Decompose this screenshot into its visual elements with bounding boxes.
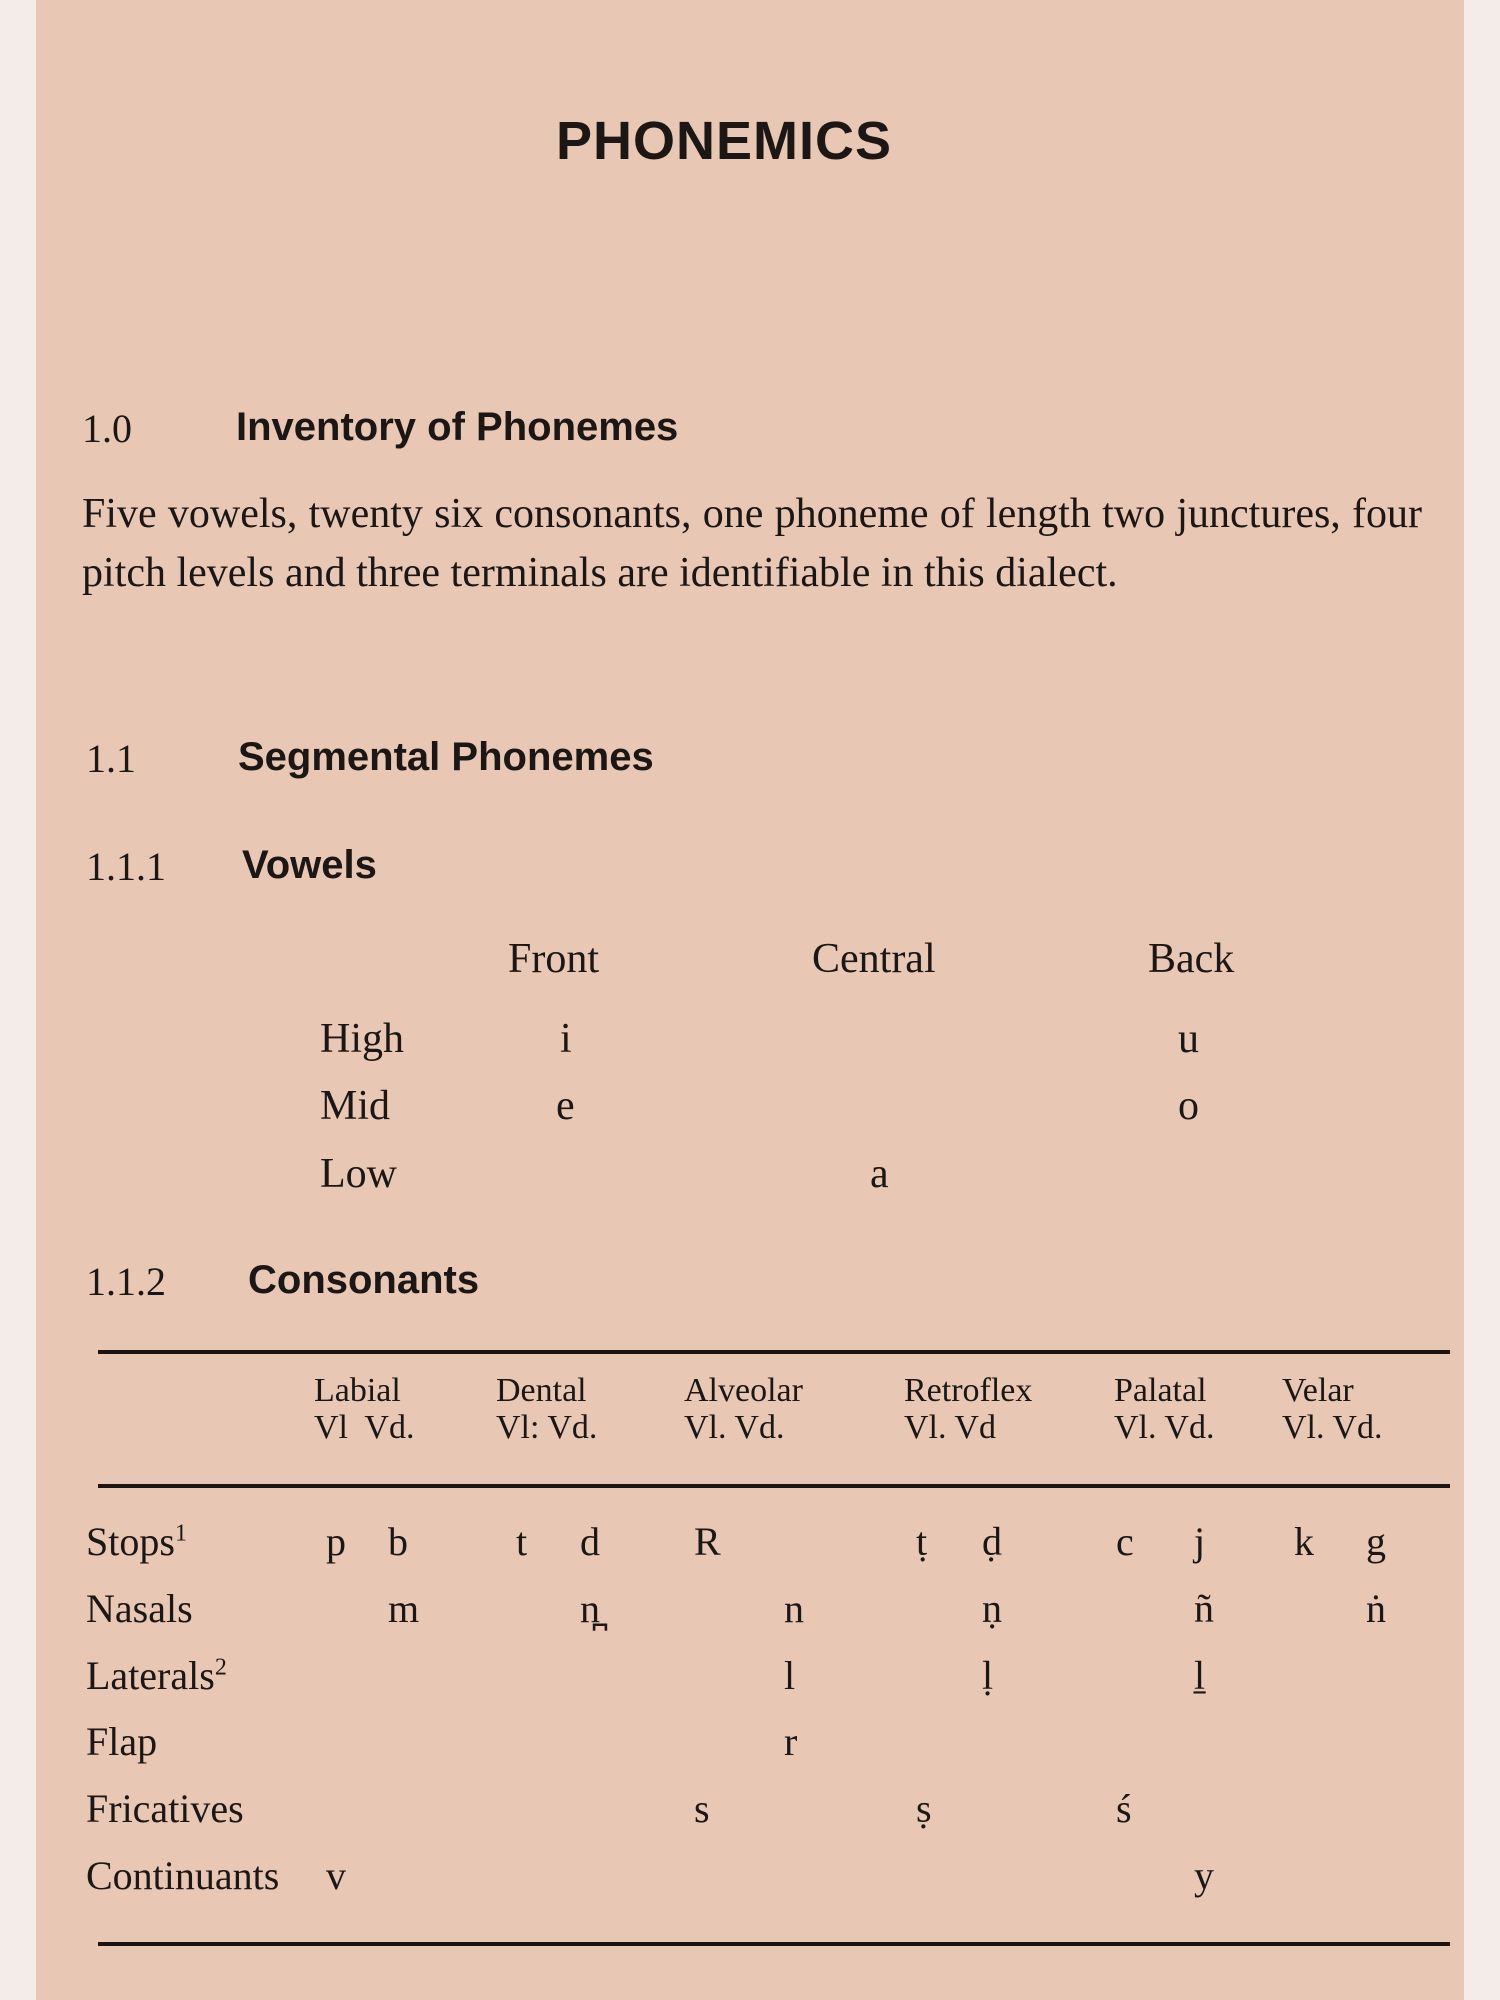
- section-title: Vowels: [242, 843, 377, 887]
- voicing-subheader: Vl: Vd.: [496, 1409, 598, 1447]
- place-header: [684, 1372, 803, 1447]
- section-title: Inventory of Phonemes: [236, 405, 679, 449]
- phoneme-cell: p: [326, 1519, 346, 1564]
- vowel-column-header: Front: [508, 936, 600, 982]
- vowel-cell: e: [556, 1083, 575, 1129]
- vowel-row-label: Low: [320, 1151, 397, 1197]
- section-number: 1.0: [82, 406, 132, 451]
- phoneme-cell: n: [784, 1586, 804, 1631]
- phoneme-cell: g: [1366, 1519, 1386, 1564]
- place-name: Velar: [1282, 1372, 1354, 1409]
- phoneme-cell: n̪: [580, 1586, 600, 1631]
- section-number: 1.1.2: [86, 1259, 166, 1304]
- phoneme-cell: ṇ: [982, 1586, 1002, 1631]
- page-title: PHONEMICS: [556, 111, 893, 171]
- place-name: Palatal: [1114, 1372, 1207, 1409]
- place-name: Labial: [314, 1372, 401, 1409]
- phoneme-cell: k: [1294, 1519, 1314, 1564]
- phoneme-cell: ṣ: [916, 1786, 932, 1831]
- vowel-column-header: Back: [1148, 936, 1235, 982]
- vowel-cell: a: [870, 1151, 889, 1197]
- phoneme-cell: d: [580, 1519, 600, 1564]
- voicing-subheader: Vl. Vd.: [1114, 1409, 1215, 1447]
- phoneme-cell: ṅ: [1366, 1586, 1386, 1631]
- section-title: Segmental Phonemes: [238, 735, 654, 779]
- vowel-cell: i: [560, 1016, 572, 1062]
- intro-text: Five vowels, twenty six consonants, one phoneme of length two junctures, four pitch levels and three terminals are identifiable in this dialect.: [82, 491, 1422, 596]
- vowel-row-label: High: [320, 1016, 404, 1062]
- place-name: Retroflex: [904, 1372, 1033, 1409]
- manner-name: Laterals: [86, 1653, 215, 1698]
- phoneme-cell: ḷ: [982, 1653, 994, 1698]
- phoneme-cell: j: [1194, 1519, 1206, 1564]
- phoneme-cell: l: [784, 1653, 796, 1698]
- phoneme-cell: ñ: [1194, 1586, 1214, 1631]
- table-top-rule: [98, 1350, 1450, 1354]
- section-title: Consonants: [248, 1258, 480, 1302]
- section-number: 1.1: [86, 736, 136, 781]
- voicing-subheader: Vl Vd.: [314, 1409, 415, 1447]
- vowel-cell: o: [1178, 1083, 1199, 1129]
- phoneme-cell: b: [388, 1519, 408, 1564]
- page: [36, 0, 1464, 2000]
- phoneme-cell: R: [694, 1519, 721, 1564]
- phoneme-cell: ḻ: [1194, 1653, 1206, 1698]
- vowel-row-label: Mid: [320, 1083, 391, 1129]
- place-name: Dental: [496, 1372, 587, 1409]
- phoneme-cell: ḍ: [982, 1519, 1002, 1564]
- manner-name: Flap: [86, 1719, 158, 1764]
- manner-name: Nasals: [86, 1586, 193, 1631]
- manner-row-label: [86, 1718, 157, 1765]
- manner-row-label: [86, 1518, 187, 1565]
- phoneme-cell: r: [784, 1719, 798, 1764]
- phoneme-cell: ś: [1116, 1786, 1132, 1831]
- manner-row-label: [86, 1852, 279, 1899]
- voicing-subheader: Vl. Vd.: [684, 1409, 785, 1447]
- intro-paragraph: [82, 485, 1422, 603]
- place-header: [1114, 1372, 1214, 1447]
- voicing-subheader: Vl. Vd.: [1282, 1409, 1383, 1447]
- vowel-cell: u: [1178, 1016, 1199, 1062]
- place-header: [1282, 1372, 1382, 1447]
- phoneme-cell: y: [1194, 1853, 1214, 1898]
- manner-row-label: [86, 1785, 244, 1832]
- footnote-marker: 2: [214, 1654, 227, 1681]
- table-bottom-rule: [98, 1942, 1450, 1946]
- manner-row-label: [86, 1585, 193, 1632]
- section-number: 1.1.1: [86, 844, 166, 889]
- vowel-column-header: Central: [812, 936, 936, 982]
- manner-name: Continuants: [86, 1853, 280, 1898]
- place-name: Alveolar: [684, 1372, 803, 1409]
- phoneme-cell: t: [516, 1519, 528, 1564]
- manner-name: Stops: [86, 1519, 175, 1564]
- phoneme-cell: m: [388, 1586, 420, 1631]
- phoneme-cell: v: [326, 1853, 346, 1898]
- phoneme-cell: ṭ: [916, 1519, 928, 1564]
- voicing-subheader: Vl. Vd: [904, 1409, 996, 1447]
- manner-name: Fricatives: [86, 1786, 244, 1831]
- place-header: [496, 1372, 597, 1447]
- manner-row-label: [86, 1652, 227, 1699]
- phoneme-cell: c: [1116, 1519, 1134, 1564]
- phoneme-cell: s: [694, 1786, 710, 1831]
- place-header: [314, 1372, 414, 1447]
- place-header: [904, 1372, 1032, 1447]
- footnote-marker: 1: [174, 1520, 187, 1547]
- table-header-rule: [98, 1484, 1450, 1488]
